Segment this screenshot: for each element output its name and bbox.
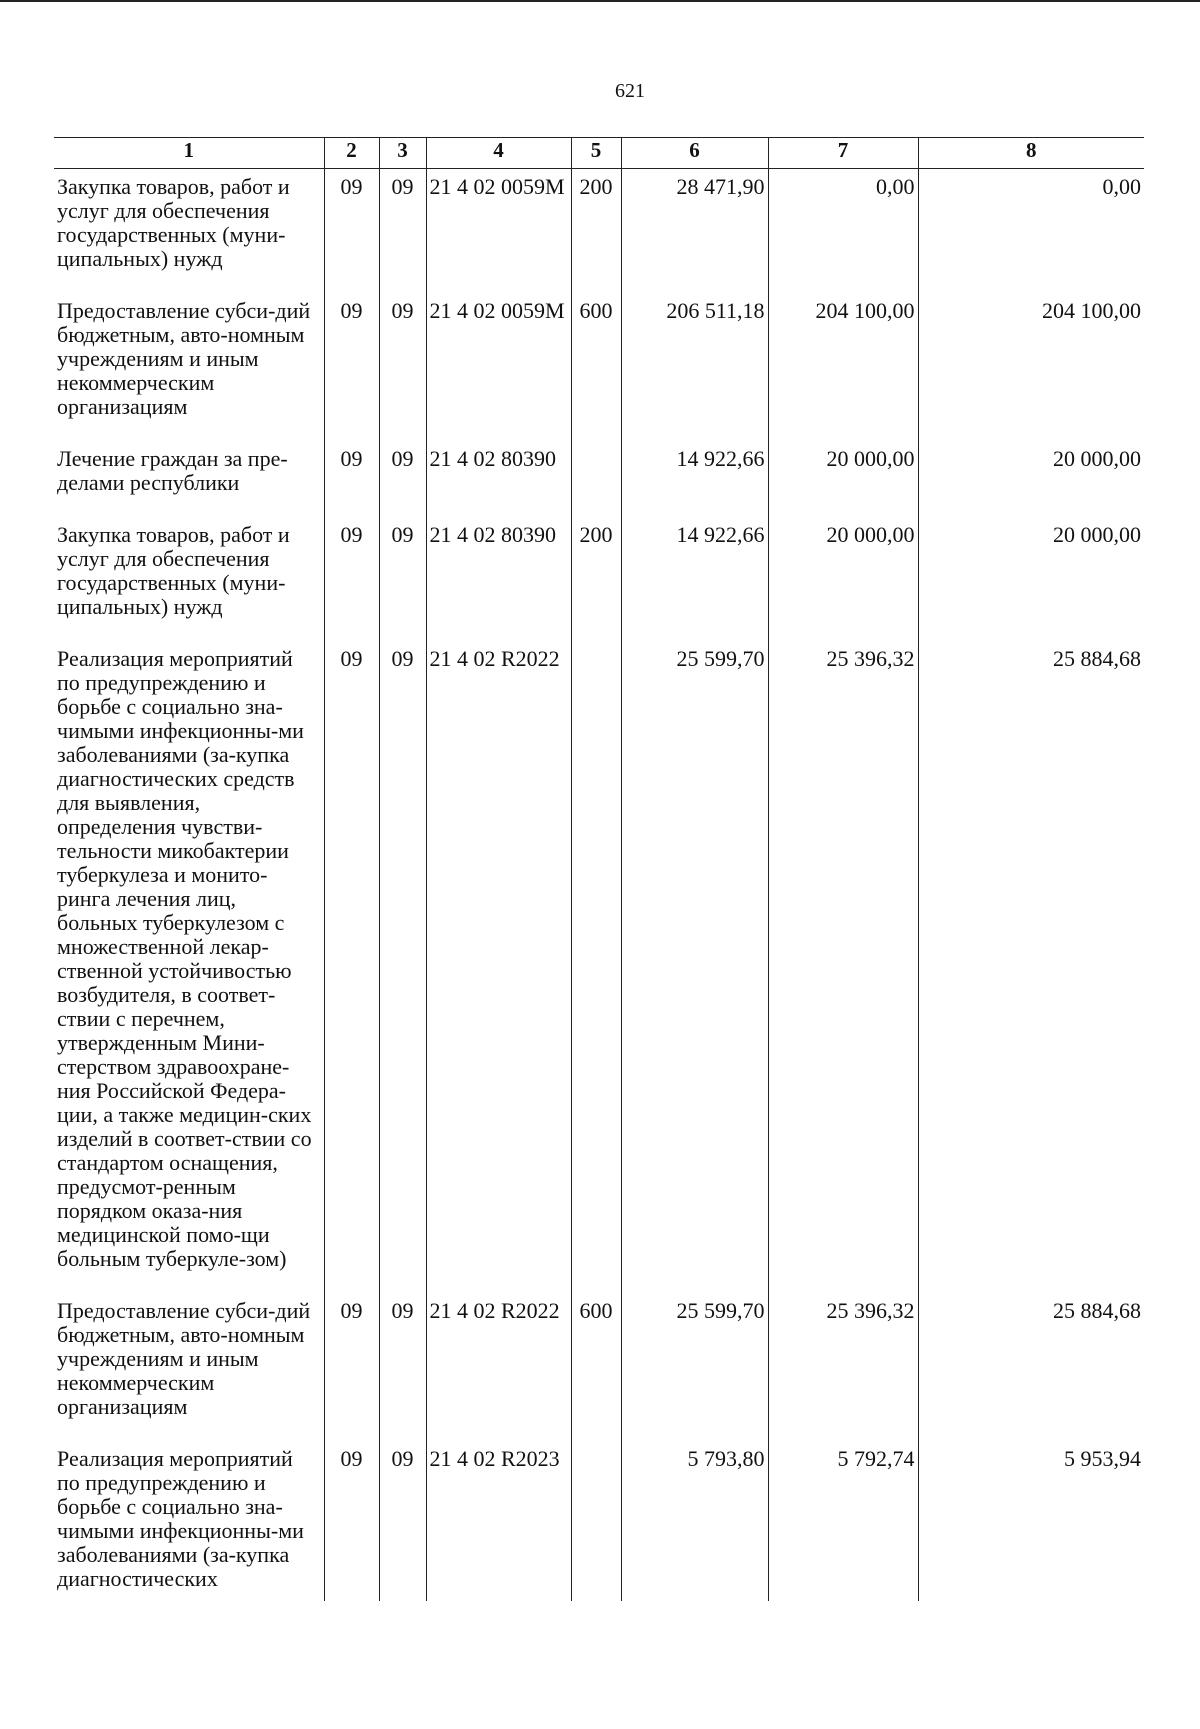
- col-header-8: 8: [918, 138, 1144, 169]
- row-name: Реализация мероприятий по предупреждению и борьбе с социально зна-чимыми инфекционны-ми заболеваниями (за-купка диагностических средств для выявления, определения чувстви-тельности микобактерии туберкулеза и монито-ринга лечения лиц, больных туберкулезом с множественной лекар-ственной устойчивостью возбудителя, в соответ-ствии с перечнем, утвержденным Мини-стерством здравоохране-ния Российской Федера-ции, а также медицин-ских изделий в соответ-ствии со стандартом оснащения, предусмот-ренным порядком оказа-ния медицинской помо-щи больным туберкуле-зом): [54, 641, 324, 1293]
- table-row: [54, 441, 1144, 517]
- table-row: [54, 1441, 1144, 1601]
- row-subsection: 09: [379, 1441, 426, 1601]
- row-target-code: 21 4 02 80390: [426, 441, 571, 517]
- row-amount-8: 0,00: [918, 169, 1144, 294]
- row-expense-type: 600: [571, 1293, 621, 1441]
- row-name: Лечение граждан за пре-делами республики: [54, 441, 324, 517]
- table-row: [54, 1293, 1144, 1441]
- row-subsection: 09: [379, 293, 426, 441]
- row-name: Закупка товаров, работ и услуг для обеспечения государственных (муни-ципальных) нужд: [54, 517, 324, 641]
- col-header-1: 1: [54, 138, 324, 169]
- row-subsection: 09: [379, 1293, 426, 1441]
- col-header-5: 5: [571, 138, 621, 169]
- row-expense-type: [571, 1441, 621, 1601]
- row-section: 09: [324, 169, 379, 294]
- row-target-code: 21 4 02 R2022: [426, 641, 571, 1293]
- row-target-code: 21 4 02 R2022: [426, 1293, 571, 1441]
- row-amount-8: 25 884,68: [918, 641, 1144, 1293]
- row-target-code: 21 4 02 R2023: [426, 1441, 571, 1601]
- col-header-7: 7: [768, 138, 918, 169]
- page-number: 621: [615, 80, 645, 102]
- budget-table: [54, 137, 1144, 1601]
- row-amount-6: 28 471,90: [621, 169, 768, 294]
- row-name: Закупка товаров, работ и услуг для обеспечения государственных (муни-ципальных) нужд: [54, 169, 324, 294]
- table-row: [54, 169, 1144, 294]
- row-expense-type: [571, 441, 621, 517]
- col-header-6: 6: [621, 138, 768, 169]
- row-amount-7: 20 000,00: [768, 441, 918, 517]
- row-amount-8: 204 100,00: [918, 293, 1144, 441]
- row-amount-6: 206 511,18: [621, 293, 768, 441]
- row-target-code: 21 4 02 0059М: [426, 293, 571, 441]
- row-amount-6: 14 922,66: [621, 517, 768, 641]
- row-expense-type: 600: [571, 293, 621, 441]
- row-subsection: 09: [379, 641, 426, 1293]
- col-header-4: 4: [426, 138, 571, 169]
- row-subsection: 09: [379, 517, 426, 641]
- row-section: 09: [324, 641, 379, 1293]
- row-amount-7: 25 396,32: [768, 1293, 918, 1441]
- row-expense-type: [571, 641, 621, 1293]
- table-row: [54, 293, 1144, 441]
- row-section: 09: [324, 517, 379, 641]
- row-target-code: 21 4 02 80390: [426, 517, 571, 641]
- row-amount-7: 0,00: [768, 169, 918, 294]
- header-row: [54, 138, 1144, 169]
- col-header-2: 2: [324, 138, 379, 169]
- row-amount-6: 14 922,66: [621, 441, 768, 517]
- row-name: Предоставление субси-дий бюджетным, авто-номным учреждениям и иным некоммерческим организациям: [54, 293, 324, 441]
- row-amount-8: 20 000,00: [918, 517, 1144, 641]
- row-amount-7: 25 396,32: [768, 641, 918, 1293]
- row-expense-type: 200: [571, 517, 621, 641]
- row-amount-6: 5 793,80: [621, 1441, 768, 1601]
- row-amount-8: 5 953,94: [918, 1441, 1144, 1601]
- row-name: Реализация мероприятий по предупреждению и борьбе с социально зна-чимыми инфекционны-ми заболеваниями (за-купка диагностических: [54, 1441, 324, 1601]
- row-amount-7: 20 000,00: [768, 517, 918, 641]
- row-amount-8: 25 884,68: [918, 1293, 1144, 1441]
- row-section: 09: [324, 1293, 379, 1441]
- row-section: 09: [324, 441, 379, 517]
- row-amount-7: 204 100,00: [768, 293, 918, 441]
- row-target-code: 21 4 02 0059М: [426, 169, 571, 294]
- row-subsection: 09: [379, 441, 426, 517]
- col-header-3: 3: [379, 138, 426, 169]
- row-subsection: 09: [379, 169, 426, 294]
- table-row: [54, 517, 1144, 641]
- row-amount-7: 5 792,74: [768, 1441, 918, 1601]
- top-rule: [0, 0, 1200, 2]
- row-amount-6: 25 599,70: [621, 641, 768, 1293]
- row-amount-8: 20 000,00: [918, 441, 1144, 517]
- row-name: Предоставление субси-дий бюджетным, авто-номным учреждениям и иным некоммерческим организациям: [54, 1293, 324, 1441]
- table-row: [54, 641, 1144, 1293]
- row-expense-type: 200: [571, 169, 621, 294]
- row-section: 09: [324, 1441, 379, 1601]
- row-section: 09: [324, 293, 379, 441]
- row-amount-6: 25 599,70: [621, 1293, 768, 1441]
